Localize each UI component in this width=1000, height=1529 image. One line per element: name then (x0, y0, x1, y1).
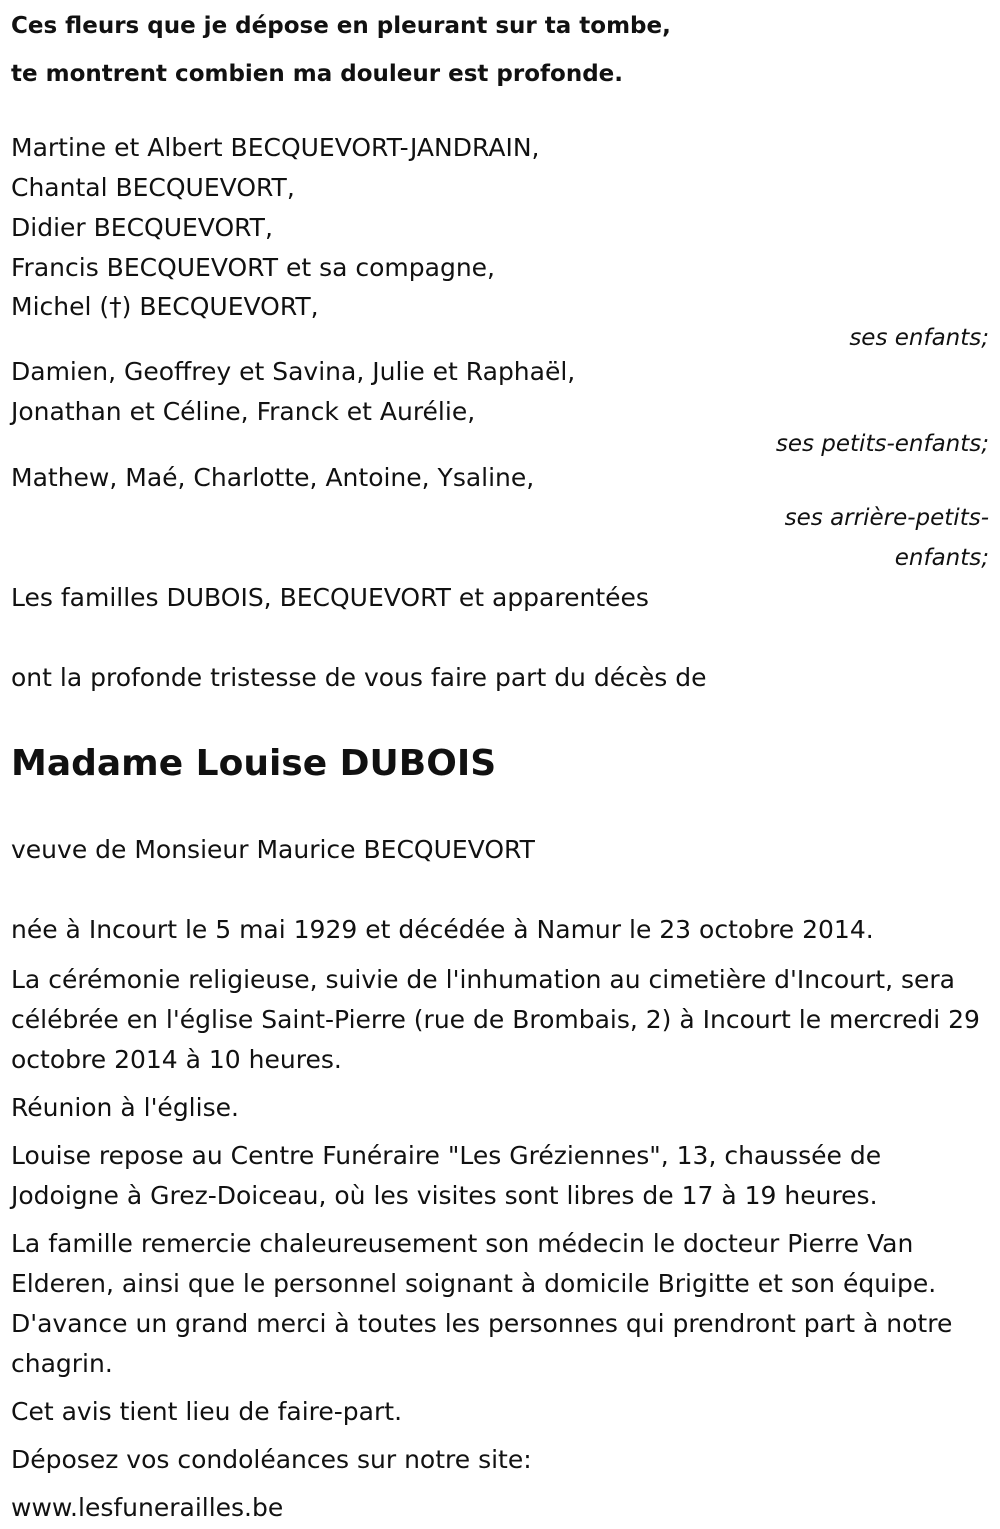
website-link[interactable]: www.lesfunerailles.be (11, 1493, 284, 1522)
announcement: ont la profonde tristesse de vous faire part du décès de (11, 663, 707, 692)
rest-location: Louise repose au Centre Funéraire "Les Gréziennes", 13, chaussée de Jodoigne à Grez-Doiceau, où les visites sont libres de 17 à 19 heures. (11, 1141, 882, 1210)
great-grandchild-names: Mathew, Maé, Charlotte, Antoine, Ysaline, (11, 463, 535, 492)
thanks-note: La famille remercie chaleureusement son médecin le docteur Pierre Van Elderen, ainsi que le personnel soignant à domicile Brigitte et son équipe. D'avance un grand merci à toutes les personnes qui prendront part à notre chagrin. (11, 1229, 953, 1378)
ceremony-details: La cérémonie religieuse, suivie de l'inhumation au cimetière d'Incourt, sera célébrée en l'église Saint-Pierre (rue de Brombais, 2) à Incourt le mercredi 29 octobre 2014 à 10 heures. (11, 965, 980, 1074)
website-line (11, 1488, 991, 1528)
grandchild-names: Damien, Geoffrey et Savina, Julie et Raphaël, (11, 357, 576, 386)
child-name: Francis BECQUEVORT et sa compagne, (11, 253, 495, 282)
child-name: Michel (†) BECQUEVORT, (11, 292, 319, 321)
grandchild-names: Jonathan et Céline, Franck et Aurélie, (11, 397, 476, 426)
great-grandchildren-relation-line-2: enfants; (894, 545, 989, 571)
epigraph-line-1: Ces fleurs que je dépose en pleurant sur ta tombe, (11, 13, 671, 39)
reunion-note: Réunion à l'église. (11, 1093, 239, 1122)
grandchildren-relation: ses petits-enfants; (775, 431, 989, 457)
children-group (11, 128, 991, 350)
birth-death-dates: née à Incourt le 5 mai 1929 et décédée à Namur le 23 octobre 2014. (11, 915, 874, 944)
epigraph (11, 2, 991, 98)
notice-statement: Cet avis tient lieu de faire-part. (11, 1397, 403, 1426)
great-grandchildren-group (11, 458, 991, 578)
child-name: Didier BECQUEVORT, (11, 213, 273, 242)
widow-of: veuve de Monsieur Maurice BECQUEVORT (11, 835, 535, 864)
condolences-invite: Déposez vos condoléances sur notre site: (11, 1445, 532, 1474)
epigraph-line-2: te montrent combien ma douleur est profonde. (11, 61, 624, 87)
great-grandchildren-relation-line-1: ses arrière-petits- (784, 505, 989, 531)
obituary-notice (11, 0, 991, 1528)
child-name: Martine et Albert BECQUEVORT-JANDRAIN, (11, 133, 540, 162)
children-relation: ses enfants; (849, 325, 989, 351)
families: Les familles DUBOIS, BECQUEVORT et apparentées (11, 583, 649, 612)
child-name: Chantal BECQUEVORT, (11, 173, 295, 202)
deceased-name: Madame Louise DUBOIS (11, 743, 497, 784)
grandchildren-group (11, 352, 991, 456)
